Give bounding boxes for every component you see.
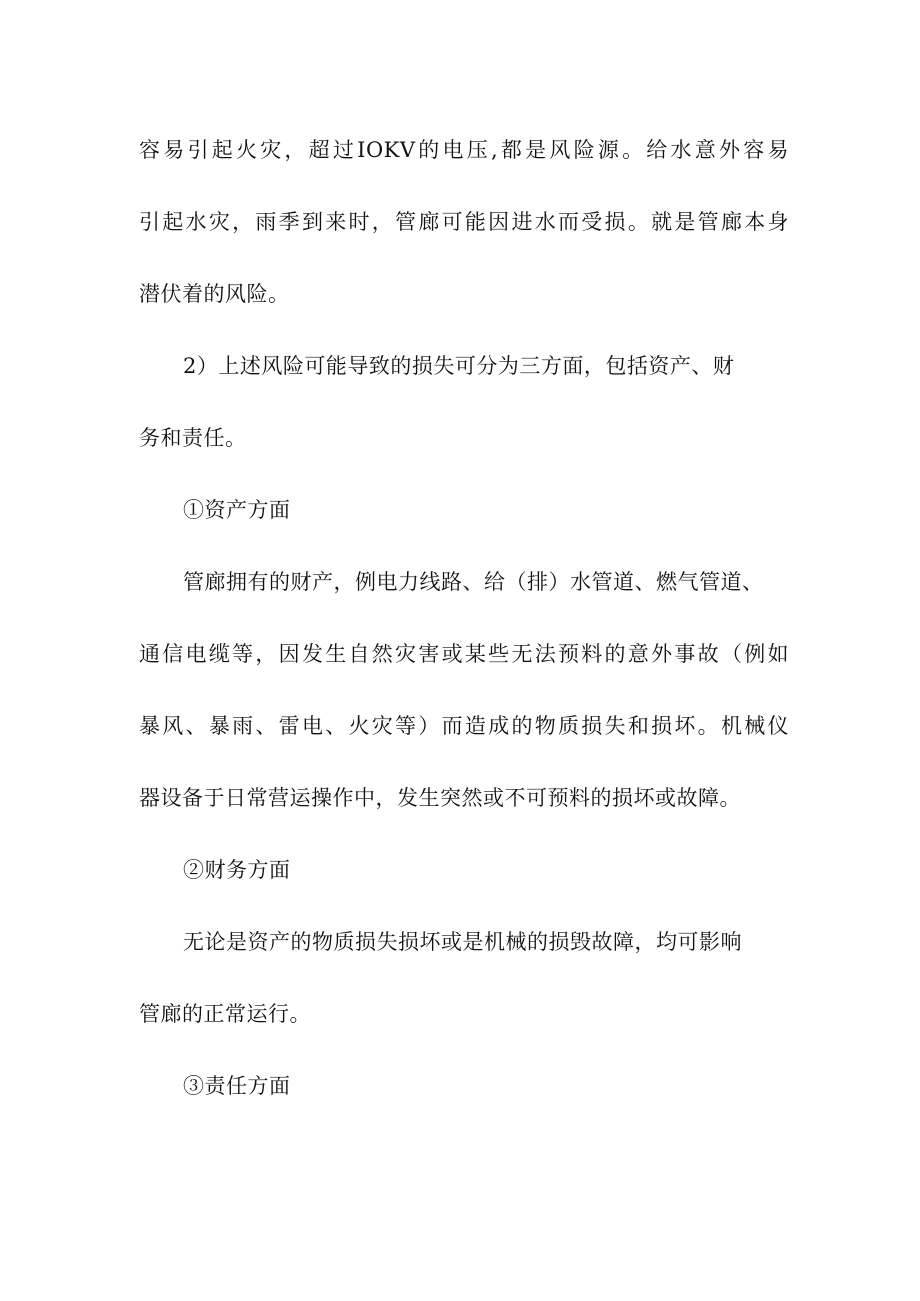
section-heading-assets: ①资产方面 <box>183 498 291 522</box>
paragraph-line: 通信电缆等，因发生自然灾害或某些无法预料的意外事故（例如 <box>139 642 789 666</box>
paragraph-line: 务和责任。 <box>139 426 247 450</box>
paragraph-line: 无论是资产的物质损失损坏或是机械的损毁故障，均可影响 <box>183 930 742 954</box>
paragraph-line: 潜伏着的风险。 <box>139 282 290 306</box>
document-body <box>139 126 789 1134</box>
paragraph-line: 2）上述风险可能导致的损失可分为三方面，包括资产、财 <box>183 354 735 378</box>
paragraph-line: 容易引起火灾，超过IOKV的电压,都是风险源。给水意外容易 <box>139 138 789 162</box>
paragraph-line: 管廊拥有的财产，例电力线路、给（排）水管道、燃气管道、 <box>183 570 764 594</box>
paragraph-line: 器设备于日常营运操作中，发生突然或不可预料的损坏或故障。 <box>139 786 741 810</box>
paragraph-line: 管廊的正常运行。 <box>139 1002 311 1026</box>
paragraph-line: 引起水灾，雨季到来时，管廊可能因进水而受损。就是管廊本身 <box>139 210 789 234</box>
paragraph-line: 暴风、暴雨、雷电、火灾等）而造成的物质损失和损坏。机械仪 <box>139 714 789 738</box>
section-heading-finance: ②财务方面 <box>183 858 291 882</box>
section-heading-liability: ③责任方面 <box>183 1074 291 1098</box>
